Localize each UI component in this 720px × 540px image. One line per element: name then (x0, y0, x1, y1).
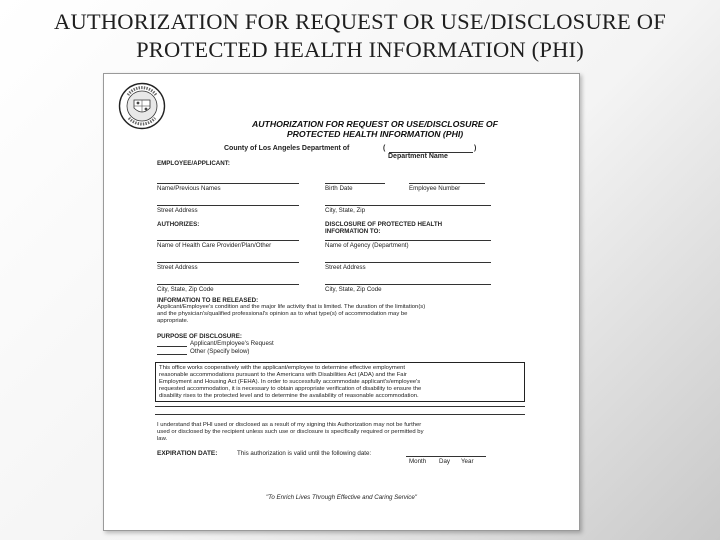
department-prefix: County of Los Angeles Department of (224, 145, 350, 152)
info-line-3: appropriate. (157, 318, 189, 324)
street-line-1 (157, 205, 299, 206)
box-line-4: requested accommodation, it is necessary to obtain appropriate verification of disability to ensure the (159, 386, 422, 392)
street-label-1: Street Address (157, 207, 198, 214)
city-label-3: City, State, Zip Code (325, 286, 382, 293)
disclosure-heading-2: INFORMATION TO: (325, 228, 381, 235)
info-heading: INFORMATION TO BE RELEASED: (157, 297, 259, 304)
birth-date-line (325, 183, 385, 184)
box-line-1: This office works cooperatively with the applicant/employee to determine effective employment (159, 365, 406, 371)
street-line-3 (325, 262, 491, 263)
expiration-heading: EXPIRATION DATE: (157, 450, 218, 457)
day-label: Day (439, 458, 451, 465)
expiration-text: This authorization is valid until the following date: (237, 450, 372, 457)
accommodation-statement-box (155, 362, 525, 402)
slide-title-line-2: PROTECTED HEALTH INFORMATION (PHI) (136, 37, 584, 62)
employee-applicant-heading: EMPLOYEE/APPLICANT: (157, 160, 230, 167)
city-line-3 (325, 284, 491, 285)
box-line-5: disability rises to the protected level and to determine the availability of reasonable accommodation. (159, 393, 419, 399)
street-label-3: Street Address (325, 264, 366, 271)
purpose-option-1: Applicant/Employee's Request (190, 340, 274, 347)
year-label: Year (461, 458, 474, 465)
disclosure-heading-1: DISCLOSURE OF PROTECTED HEALTH (325, 221, 443, 228)
name-line (157, 183, 299, 184)
purpose-heading: PURPOSE OF DISCLOSURE: (157, 333, 242, 340)
box-line-3: Employment and Housing Act (FEHA). In order to successfully accommodate applicant's/employee's (159, 379, 421, 385)
form-title-line-2: PROTECTED HEALTH INFORMATION (PHI) (286, 128, 464, 139)
department-open-paren: ( (383, 145, 386, 152)
expiration-date-line (406, 456, 486, 457)
authorization-form-image (103, 73, 580, 531)
understand-line-1: I understand that PHI used or disclosed as a result of my signing this Authorization may not be further (157, 422, 422, 428)
slide-title (0, 8, 720, 64)
info-line-1: Applicant/Employee's condition and the major life activity that is limited. The duration of the limitation(s) (157, 304, 426, 310)
specify-line-2 (155, 414, 525, 415)
authorizes-heading: AUTHORIZES: (157, 221, 200, 228)
form-title (174, 120, 576, 139)
specify-line-1 (155, 406, 525, 407)
provider-line (157, 240, 299, 241)
city-line-1 (325, 205, 491, 206)
info-line-2: and the physician's/qualified professional's opinion as to what type(s) of accommodation may be (157, 311, 408, 317)
box-line-2: reasonable accommodations pursuant to the Americans with Disabilities Act (ADA) and the Fair (159, 372, 407, 378)
purpose-option-1-line (157, 346, 187, 347)
provider-label: Name of Health Care Provider/Plan/Other (157, 242, 272, 249)
agency-line (325, 240, 491, 241)
city-line-2 (157, 284, 299, 285)
form-footer-motto: "To Enrich Lives Through Effective and Caring Service" (265, 494, 418, 501)
street-line-2 (157, 262, 299, 263)
form-title-line-1: AUTHORIZATION FOR REQUEST OR USE/DISCLOSURE OF (252, 119, 498, 129)
month-label: Month (409, 458, 427, 465)
city-label-1: City, State, Zip (325, 207, 366, 214)
name-label: Name/Previous Names (157, 185, 221, 192)
department-close-paren: ) (474, 145, 477, 152)
street-label-2: Street Address (157, 264, 198, 271)
slide-title-line-1: AUTHORIZATION FOR REQUEST OR USE/DISCLOSURE OF (54, 9, 666, 34)
understand-line-3: law. (157, 436, 168, 442)
understand-line-2: used or disclosed by the recipient unless such use or disclosure is specifically required or permitted by (157, 429, 424, 435)
purpose-option-2: Other (Specify below) (190, 348, 250, 355)
county-seal-icon (118, 82, 166, 130)
birth-date-label: Birth Date (325, 185, 353, 192)
department-name-label: Department Name (388, 153, 448, 160)
agency-label: Name of Agency (Department) (325, 242, 409, 249)
employee-number-line (409, 183, 485, 184)
employee-number-label: Employee Number (409, 185, 461, 192)
city-label-2: City, State, Zip Code (157, 286, 214, 293)
purpose-option-2-line (157, 354, 187, 355)
